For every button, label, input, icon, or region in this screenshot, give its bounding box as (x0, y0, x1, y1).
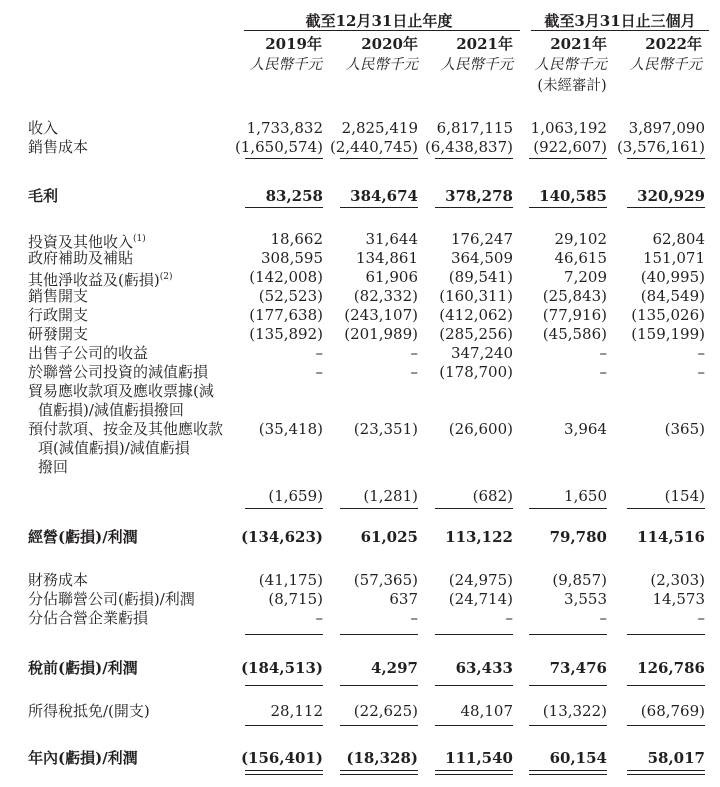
cell-value-2021-q: 79,780 (549, 528, 607, 546)
total-rule (340, 207, 418, 208)
total-rule (529, 207, 607, 208)
double-total-rule (529, 770, 607, 775)
cell-value-2021-q: (45,586) (542, 325, 607, 343)
cell-value-2021: 111,540 (445, 749, 513, 767)
column-unit: 人民幣千元 (249, 57, 322, 73)
subtotal-rule (435, 508, 513, 509)
subtotal-rule (627, 634, 705, 635)
header-rule-quarter (531, 30, 709, 31)
cell-value-2021: 347,240 (450, 344, 513, 362)
total-rule (245, 685, 323, 686)
subtotal-rule (340, 508, 418, 509)
cell-value-2019: 18,662 (270, 230, 323, 248)
cell-value-2021-q: – (599, 609, 607, 627)
cell-value-2022-q: 3,897,090 (628, 119, 705, 137)
cell-value-2019: – (315, 363, 323, 381)
cell-value-2022-q: (2,303) (650, 571, 705, 589)
row-label-operating-profit: 經營(虧損)/利潤 (28, 528, 138, 546)
cell-value-2021: (6,438,837) (424, 138, 513, 156)
cell-value-2020: (82,332) (353, 287, 418, 305)
cell-value-2021: (24,975) (448, 571, 513, 589)
row-label-prepayments-impairment-3: 撥回 (38, 458, 69, 476)
row-label-investment-income: 投資及其他收入$^{(1)}$ (28, 233, 146, 251)
column-year-2022-q: 2022年 (645, 35, 702, 53)
cell-value-2019: 308,595 (260, 249, 323, 267)
row-label-revenue: 收入 (28, 119, 59, 137)
cell-value-2019: 1,733,832 (246, 119, 323, 137)
cell-value-2021-q: 140,585 (539, 187, 607, 205)
cell-value-2020: 31,644 (365, 230, 418, 248)
double-total-rule (340, 770, 418, 775)
cell-value-2020: 384,674 (350, 187, 418, 205)
cell-value-2021-q: – (599, 363, 607, 381)
subtotal-rule (435, 158, 513, 159)
total-rule (627, 207, 705, 208)
cell-value-2019: (1,650,574) (234, 138, 323, 156)
cell-value-2021-q: (9,857) (552, 571, 607, 589)
cell-value-2021: 113,122 (445, 528, 513, 546)
column-unit: 人民幣千元 (534, 57, 607, 73)
cell-value-2020: – (410, 363, 418, 381)
cell-value-2019: 83,258 (265, 187, 323, 205)
total-rule (245, 207, 323, 208)
cell-value-2020: (2,440,745) (329, 138, 418, 156)
cell-value-2022-q: – (697, 363, 705, 381)
cell-value-2021-q: 3,553 (564, 590, 607, 608)
footnote-ref: (2) (159, 272, 173, 282)
column-year-2020: 2020年 (361, 35, 418, 53)
cell-value-2019: (135,892) (249, 325, 323, 343)
subtotal-rule (529, 725, 607, 726)
header-group-fiscal-year: 截至12月31日止年度 (305, 12, 453, 30)
header-group-quarter: 截至3月31日止三個月 (544, 12, 696, 30)
row-label-share-of-associates: 分佔聯營公司(虧損)/利潤 (28, 590, 195, 608)
cell-value-2021: 48,107 (460, 702, 513, 720)
column-year-2021-q: 2021年 (550, 35, 607, 53)
cell-value-2021: (178,700) (439, 363, 513, 381)
cell-value-2019: (41,175) (258, 571, 323, 589)
row-label-admin-expenses: 行政開支 (28, 306, 89, 324)
subtotal-rule (529, 634, 607, 635)
cell-value-2020: 4,297 (371, 659, 418, 677)
row-label-gross-profit: 毛利 (28, 187, 59, 205)
subtotal-rule (529, 508, 607, 509)
cell-value-2021: 6,817,115 (436, 119, 513, 137)
cell-value-2021: (285,256) (439, 325, 513, 343)
cell-value-2022-q: (68,769) (640, 702, 705, 720)
cell-value-2019: (1,659) (268, 487, 323, 505)
row-label-government-grants: 政府補助及補貼 (28, 249, 134, 267)
cell-value-2021-q: (13,322) (542, 702, 607, 720)
cell-value-2022-q: 126,786 (637, 659, 705, 677)
cell-value-2021: 364,509 (450, 249, 513, 267)
cell-value-2022-q: – (697, 344, 705, 362)
cell-value-2022-q: 58,017 (647, 749, 705, 767)
cell-value-2022-q: (3,576,161) (616, 138, 705, 156)
cell-value-2021-q: 7,209 (564, 268, 607, 286)
cell-value-2020: (22,625) (353, 702, 418, 720)
total-rule (435, 685, 513, 686)
cell-value-2022-q: 62,804 (652, 230, 705, 248)
cell-value-2022-q: (159,199) (631, 325, 705, 343)
cell-value-2020: 61,025 (360, 528, 418, 546)
total-rule (529, 685, 607, 686)
cell-value-2020: (201,989) (344, 325, 418, 343)
cell-value-2021: (26,600) (448, 420, 513, 438)
cell-value-2022-q: (40,995) (640, 268, 705, 286)
subtotal-rule (627, 158, 705, 159)
cell-value-2020: 61,906 (365, 268, 418, 286)
subtotal-rule (245, 508, 323, 509)
row-label-prepayments-impairment-2: 項(減值虧損)/減值虧損 (38, 439, 190, 457)
cell-value-2019: (134,623) (240, 528, 323, 546)
subtotal-rule (340, 158, 418, 159)
subtotal-rule (529, 158, 607, 159)
row-label-rnd-expenses: 研發開支 (28, 325, 89, 343)
cell-value-2022-q: 151,071 (642, 249, 705, 267)
cell-value-2021: 176,247 (450, 230, 513, 248)
cell-value-2019: (35,418) (258, 420, 323, 438)
cell-value-2021-q: 60,154 (549, 749, 607, 767)
cell-value-2021: – (505, 609, 513, 627)
double-total-rule (435, 770, 513, 775)
row-label-income-tax: 所得稅抵免/(開支) (28, 702, 150, 720)
cell-value-2021-q: 73,476 (549, 659, 607, 677)
cell-value-2020: – (410, 344, 418, 362)
cell-value-2022-q: 14,573 (652, 590, 705, 608)
row-label-finance-costs: 財務成本 (28, 571, 89, 589)
column-year-2019: 2019年 (265, 35, 322, 53)
cell-value-2022-q: (135,026) (631, 306, 705, 324)
row-label-profit-for-year: 年內(虧損)/利潤 (28, 749, 138, 767)
row-label-associate-impairment: 於聯營公司投資的減值虧損 (28, 363, 209, 381)
subtotal-rule (435, 725, 513, 726)
cell-value-2020: (57,365) (353, 571, 418, 589)
double-total-rule (627, 770, 705, 775)
cell-value-2021-q: (77,916) (542, 306, 607, 324)
subtotal-rule (627, 725, 705, 726)
cell-value-2022-q: (154) (664, 487, 705, 505)
row-label-profit-before-tax: 稅前(虧損)/利潤 (28, 659, 138, 677)
cell-value-2019: (156,401) (240, 749, 323, 767)
row-label-other-net-gains: 其他淨收益及(虧損)$^{(2)}$ (28, 271, 173, 289)
total-rule (340, 685, 418, 686)
subtotal-rule (435, 634, 513, 635)
column-unit: 人民幣千元 (629, 57, 702, 73)
cell-value-2021: 63,433 (455, 659, 513, 677)
cell-value-2021-q: (922,607) (533, 138, 607, 156)
cell-value-2021-q: (25,843) (542, 287, 607, 305)
row-label-trade-receivables-impairment-1: 貿易應收款項及應收票據(減 (28, 382, 214, 400)
double-total-rule (245, 770, 323, 775)
cell-value-2021: (682) (472, 487, 513, 505)
subtotal-rule (245, 725, 323, 726)
cell-value-2021: (24,714) (448, 590, 513, 608)
cell-value-2022-q: 114,516 (637, 528, 705, 546)
subtotal-rule (245, 158, 323, 159)
cell-value-2020: 637 (389, 590, 418, 608)
column-year-2021: 2021年 (456, 35, 513, 53)
cell-value-2019: (177,638) (249, 306, 323, 324)
column-unit: 人民幣千元 (345, 57, 418, 73)
cell-value-2021: (160,311) (439, 287, 513, 305)
cell-value-2021-q: – (599, 344, 607, 362)
cell-value-2022-q: – (697, 609, 705, 627)
cell-value-2019: (142,008) (249, 268, 323, 286)
subtotal-rule (245, 634, 323, 635)
cell-value-2020: (1,281) (363, 487, 418, 505)
cell-value-2019: (8,715) (268, 590, 323, 608)
header-rule-fiscal (244, 30, 520, 31)
cell-value-2019: – (315, 344, 323, 362)
row-label-trade-receivables-impairment-2: 值虧損)/減值虧損撥回 (38, 401, 184, 419)
cell-value-2019: – (315, 609, 323, 627)
cell-value-2021: (412,062) (439, 306, 513, 324)
cell-value-2020: (243,107) (344, 306, 418, 324)
cell-value-2021-q: 3,964 (564, 420, 607, 438)
cell-value-2019: 28,112 (270, 702, 323, 720)
cell-value-2019: (52,523) (258, 287, 323, 305)
row-label-prepayments-impairment-1: 預付款項、按金及其他應收款 (28, 420, 224, 438)
cell-value-2021: (89,541) (448, 268, 513, 286)
cell-value-2020: (18,328) (346, 749, 418, 767)
cell-value-2021: 378,278 (445, 187, 513, 205)
subtotal-rule (340, 725, 418, 726)
cell-value-2021-q: 46,615 (554, 249, 607, 267)
row-label-share-of-jv: 分佔合營企業虧損 (28, 609, 149, 627)
subtotal-rule (340, 634, 418, 635)
subtotal-rule (627, 508, 705, 509)
column-unit: 人民幣千元 (440, 57, 513, 73)
cell-value-2022-q: 320,929 (637, 187, 705, 205)
row-label-selling-expenses: 銷售開支 (28, 287, 89, 305)
cell-value-2020: 134,861 (355, 249, 418, 267)
cell-value-2021-q: 29,102 (554, 230, 607, 248)
row-label-cost-of-sales: 銷售成本 (28, 138, 89, 156)
footnote-ref: (1) (133, 234, 146, 244)
cell-value-2020: – (410, 609, 418, 627)
cell-value-2021-q: 1,650 (564, 487, 607, 505)
cell-value-2020: 2,825,419 (341, 119, 418, 137)
cell-value-2020: (23,351) (353, 420, 418, 438)
cell-value-2022-q: (365) (664, 420, 705, 438)
cell-value-2022-q: (84,549) (640, 287, 705, 305)
total-rule (627, 685, 705, 686)
total-rule (435, 207, 513, 208)
cell-value-2021-q: 1,063,192 (530, 119, 607, 137)
cell-value-2019: (184,513) (240, 659, 323, 677)
row-label-disposal-gain: 出售子公司的收益 (28, 344, 149, 362)
column-note-unaudited: (未經審計) (537, 78, 607, 94)
